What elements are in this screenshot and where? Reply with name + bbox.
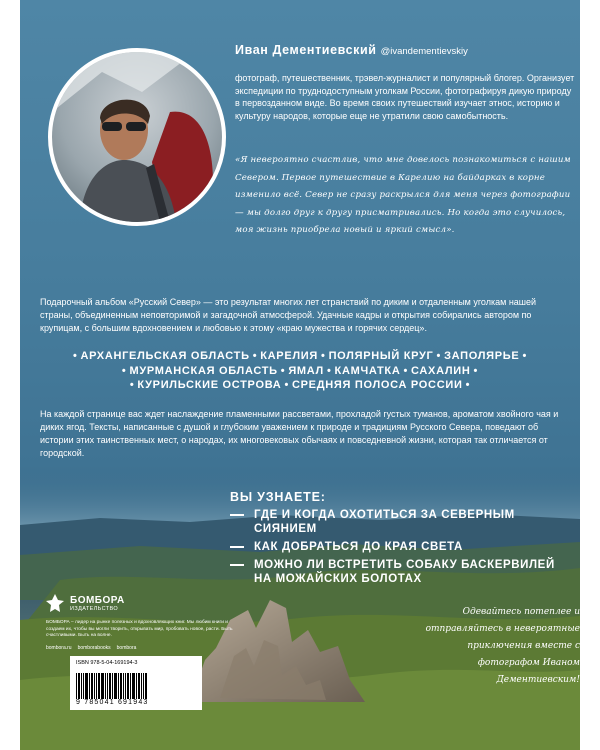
features-description: На каждой странице вас ждет наслаждение пламенными рассветами, прохладой густых туманов, ароматом хвойного чая и диких ягод. Тексты, написанные с душой и глубоким уважением к природе и традициям Русского Севера, поведают об истории этих таинственных мест, о народах, их многовековых обычаях и повседневной жизни, которая так отличается от городской.	[40, 409, 559, 458]
cover-background	[20, 0, 580, 750]
learn-title: ВЫ УЗНАЕТЕ:	[230, 490, 326, 504]
publisher-link-social[interactable]: bombora	[116, 644, 137, 651]
region-item: ЗАПОЛЯРЬЕ	[444, 350, 520, 362]
region-separator: •	[403, 364, 409, 377]
region-item: ПОЛЯРНЫЙ КРУГ	[328, 350, 434, 362]
region-separator: •	[129, 379, 135, 391]
author-handle: @ivandementievskiy	[380, 46, 468, 57]
author-quote: «Я невероятно счастлив, что мне довелось познакомиться с нашим Севером. Первое путешествие в Карелию на байдарках в корне изменило всё. Север не сразу раскрылся для меня через фотографии — мы долго друг к другу присматривались. Но когда это случилось, моя жизнь приобрела новый и яркий смысл».	[235, 155, 571, 235]
album-description: Подарочный альбом «Русский Север» — это результат многих лет странствий по диким и отдаленным уголкам нашей страны, объединенным неповторимой и загадочной атмосферой. Удачные кадры и открытия собирались автором по крупицам, с большим вдохновением и любовью к этому «краю мужества и горячих сердец».	[40, 297, 537, 333]
region-separator: •	[284, 379, 289, 391]
author-bio: фотограф, путешественник, трэвел-журналист и популярный блогер. Организует экспедиции по труднодоступным уголкам России, фотографируя дикую природу в первозданном виде. Во время своих путешествий изучает этнос, историю и культуру народов, которые еще не утратили свою самобытность.	[235, 73, 575, 121]
publisher-name: БОМБОРА	[70, 595, 125, 606]
barcode	[76, 669, 196, 699]
region-separator: •	[473, 364, 479, 377]
publisher-tagline: БОМБОРА – лидер на рынке полезных и вдохновляющих книг. Мы любим книги и создаем их, чтобы вы могли творить, открывать мир, пробовать новое, расти. Быть счастливыми. Быть на волне.	[46, 620, 233, 638]
region-item: СРЕДНЯЯ ПОЛОСА РОССИИ	[292, 379, 463, 391]
region-separator: •	[121, 364, 127, 377]
region-item: МУРМАНСКАЯ ОБЛАСТЬ	[129, 364, 278, 377]
author-name: Иван Дементиевский	[235, 43, 377, 57]
region-separator: •	[326, 364, 332, 377]
regions-list	[40, 349, 560, 393]
region-item: АРХАНГЕЛЬСКАЯ ОБЛАСТЬ	[80, 350, 250, 362]
isbn-barcode-block	[70, 656, 202, 710]
invitation-text: Одевайтесь потеплее и отправляйтесь в невероятные приключения вместе с фотографом Иваном Дементиевским!	[425, 607, 580, 685]
learn-block	[230, 490, 560, 590]
region-item: КУРИЛЬСКИЕ ОСТРОВА	[137, 379, 282, 391]
region-item: САХАЛИН	[411, 364, 471, 377]
region-separator: •	[252, 350, 258, 362]
region-item: КАМЧАТКА	[334, 364, 401, 377]
region-separator: •	[280, 364, 286, 377]
region-item: ЯМАЛ	[288, 364, 324, 377]
author-name-line	[235, 43, 468, 57]
isbn-label: ISBN 978-5-04-169194-3	[76, 660, 138, 666]
publisher-links	[46, 645, 236, 651]
region-separator: •	[72, 350, 78, 362]
region-separator: •	[522, 350, 528, 362]
region-item: КАРЕЛИЯ	[260, 350, 319, 362]
learn-item: МОЖНО ЛИ ВСТРЕТИТЬ СОБАКУ БАСКЕРВИЛЕЙ НА МОЖАЙСКИХ БОЛОТАХ	[230, 558, 560, 586]
publisher-logo	[46, 594, 236, 614]
region-separator: •	[321, 350, 326, 362]
bombora-logo-icon	[46, 594, 64, 614]
learn-item: ГДЕ И КОГДА ОХОТИТЬСЯ ЗА СЕВЕРНЫМ СИЯНИЕМ	[230, 508, 560, 536]
publisher-link-site[interactable]: bombora.ru	[46, 644, 72, 651]
region-separator: •	[436, 350, 442, 362]
publisher-block	[46, 594, 236, 651]
isbn-digits: 9 785041 691943	[76, 699, 149, 706]
region-separator: •	[465, 379, 471, 391]
learn-item: КАК ДОБРАТЬСЯ ДО КРАЯ СВЕТА	[230, 540, 560, 554]
author-photo	[48, 48, 226, 226]
publisher-subtitle: ИЗДАТЕЛЬСТВО	[70, 606, 119, 612]
publisher-link-social[interactable]: bomborabooks	[77, 644, 111, 651]
